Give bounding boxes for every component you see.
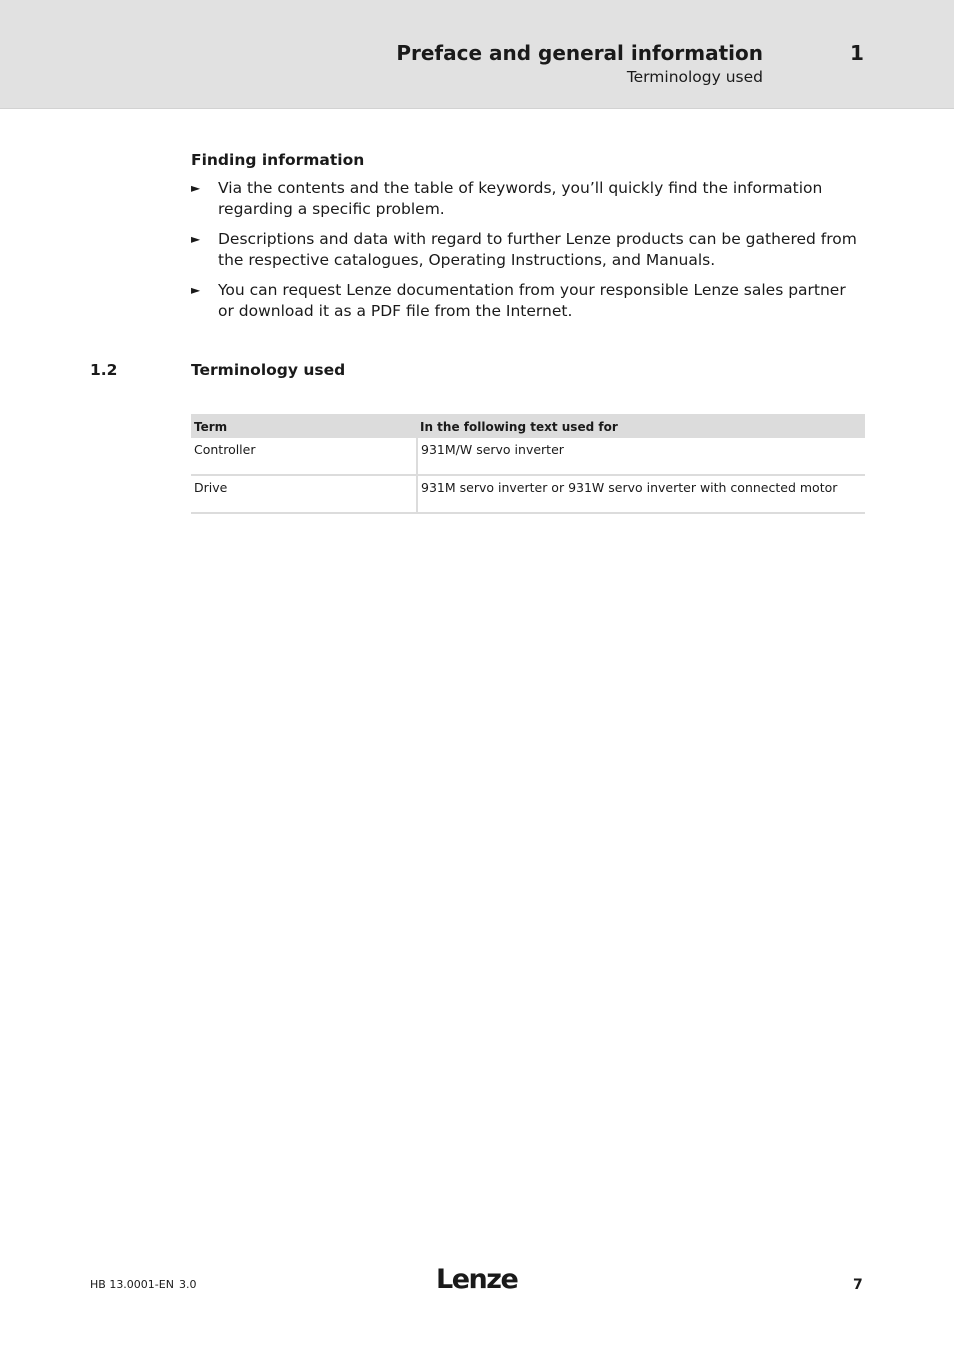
page-header <box>0 0 954 109</box>
bullet-text: You can request Lenze documentation from your responsible Lenze sales partner or download it as a PDF file from the Internet. <box>218 281 846 320</box>
footer-version: 3.0 <box>179 1278 197 1291</box>
section-number: 1.2 <box>90 361 118 379</box>
section-subtitle: Terminology used <box>626 68 763 86</box>
column-header-term: Term <box>191 414 417 438</box>
page-number: 7 <box>853 1277 863 1293</box>
table-header-row <box>191 414 865 438</box>
lenze-logo: Lenze <box>436 1264 518 1295</box>
section-title: Terminology used <box>191 361 346 379</box>
list-item <box>191 178 863 220</box>
list-item <box>191 280 863 322</box>
table-cell-usage: 931M servo inverter or 931W servo inverter with connected motor <box>417 475 865 513</box>
triangle-right-icon: ► <box>191 181 201 195</box>
footer-document-id: HB 13.0001-EN <box>90 1278 174 1291</box>
chapter-number: 1 <box>850 41 864 65</box>
column-header-usage: In the following text used for <box>417 414 865 438</box>
finding-information-heading: Finding information <box>191 151 365 169</box>
table-cell-usage: 931M/W servo inverter <box>417 438 865 475</box>
chapter-title: Preface and general information <box>396 41 763 65</box>
table-cell-term: Controller <box>191 438 417 475</box>
bullet-text: Via the contents and the table of keywords, you’ll quickly find the information regarding a specific problem. <box>218 179 823 218</box>
list-item <box>191 229 863 271</box>
terminology-table <box>191 414 865 514</box>
finding-bullet-list <box>191 178 863 331</box>
bullet-text: Descriptions and data with regard to further Lenze products can be gathered from the respective catalogues, Operating Instructions, and Manuals. <box>218 230 857 269</box>
table-row <box>191 475 865 513</box>
triangle-right-icon: ► <box>191 283 201 297</box>
table-cell-term: Drive <box>191 475 417 513</box>
triangle-right-icon: ► <box>191 232 201 246</box>
table-row <box>191 438 865 475</box>
